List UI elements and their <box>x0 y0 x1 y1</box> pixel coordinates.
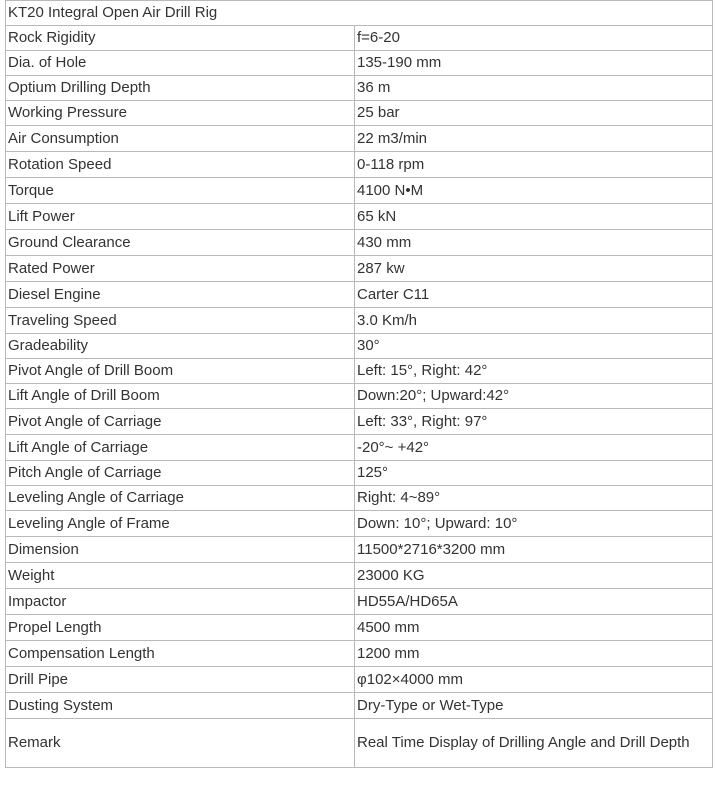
spec-value: 23000 KG <box>355 563 713 589</box>
table-row <box>6 282 713 308</box>
spec-value: 125° <box>355 461 713 486</box>
table-row <box>6 667 713 693</box>
table-row <box>6 693 713 719</box>
table-row <box>6 308 713 334</box>
spec-label: Torque <box>6 178 355 204</box>
spec-label: Pitch Angle of Carriage <box>6 461 355 486</box>
spec-value: 3.0 Km/h <box>355 308 713 334</box>
spec-label: Weight <box>6 563 355 589</box>
spec-value: 287 kw <box>355 256 713 282</box>
table-row <box>6 563 713 589</box>
spec-value: 430 mm <box>355 230 713 256</box>
spec-label: Pivot Angle of Carriage <box>6 409 355 435</box>
table-row <box>6 51 713 76</box>
spec-value: φ102×4000 mm <box>355 667 713 693</box>
table-row <box>6 537 713 563</box>
table-row <box>6 359 713 384</box>
spec-label: Optium Drilling Depth <box>6 76 355 101</box>
table-row <box>6 178 713 204</box>
spec-value: 65 kN <box>355 204 713 230</box>
spec-label: Lift Power <box>6 204 355 230</box>
spec-label: Remark <box>6 719 355 768</box>
table-row <box>6 126 713 152</box>
spec-value: 11500*2716*3200 mm <box>355 537 713 563</box>
table-row <box>6 152 713 178</box>
table-row <box>6 641 713 667</box>
spec-label: Working Pressure <box>6 101 355 126</box>
spec-table-body <box>6 1 713 768</box>
table-row <box>6 101 713 126</box>
spec-label: Dusting System <box>6 693 355 719</box>
table-row <box>6 589 713 615</box>
spec-value: Down: 10°; Upward: 10° <box>355 511 713 537</box>
spec-label: Rotation Speed <box>6 152 355 178</box>
table-row <box>6 334 713 359</box>
spec-label: Lift Angle of Carriage <box>6 435 355 461</box>
spec-label: Gradeability <box>6 334 355 359</box>
spec-label: Diesel Engine <box>6 282 355 308</box>
spec-value: 0-118 rpm <box>355 152 713 178</box>
spec-label: Impactor <box>6 589 355 615</box>
spec-label: Rated Power <box>6 256 355 282</box>
spec-value: 36 m <box>355 76 713 101</box>
spec-label: Rock Rigidity <box>6 26 355 51</box>
spec-label: Leveling Angle of Frame <box>6 511 355 537</box>
spec-label: Lift Angle of Drill Boom <box>6 384 355 409</box>
table-title-row <box>6 1 713 26</box>
table-row <box>6 409 713 435</box>
spec-label: Drill Pipe <box>6 667 355 693</box>
table-row <box>6 511 713 537</box>
spec-value: Dry-Type or Wet-Type <box>355 693 713 719</box>
spec-value: 4500 mm <box>355 615 713 641</box>
spec-value: HD55A/HD65A <box>355 589 713 615</box>
spec-label: Ground Clearance <box>6 230 355 256</box>
table-row <box>6 26 713 51</box>
spec-value: 30° <box>355 334 713 359</box>
spec-value: -20°~ +42° <box>355 435 713 461</box>
spec-label: Leveling Angle of Carriage <box>6 486 355 511</box>
spec-label: Pivot Angle of Drill Boom <box>6 359 355 384</box>
table-row <box>6 461 713 486</box>
spec-label: Dia. of Hole <box>6 51 355 76</box>
table-row <box>6 76 713 101</box>
table-row <box>6 486 713 511</box>
table-row <box>6 615 713 641</box>
spec-value: 4100 N•M <box>355 178 713 204</box>
spec-label: Propel Length <box>6 615 355 641</box>
spec-value: Right: 4~89° <box>355 486 713 511</box>
table-row <box>6 435 713 461</box>
table-row <box>6 256 713 282</box>
spec-label: Traveling Speed <box>6 308 355 334</box>
spec-label: Air Consumption <box>6 126 355 152</box>
spec-label: Dimension <box>6 537 355 563</box>
spec-value: 25 bar <box>355 101 713 126</box>
spec-value: Carter C11 <box>355 282 713 308</box>
table-title: KT20 Integral Open Air Drill Rig <box>6 1 713 26</box>
spec-value: Down:20°; Upward:42° <box>355 384 713 409</box>
spec-value: Real Time Display of Drilling Angle and Drill Depth <box>355 719 713 768</box>
spec-value: f=6-20 <box>355 26 713 51</box>
spec-value: 1200 mm <box>355 641 713 667</box>
spec-value: 135-190 mm <box>355 51 713 76</box>
spec-table <box>5 0 713 768</box>
spec-value: 22 m3/min <box>355 126 713 152</box>
table-row <box>6 719 713 768</box>
spec-label: Compensation Length <box>6 641 355 667</box>
spec-value: Left: 33°, Right: 97° <box>355 409 713 435</box>
table-row <box>6 230 713 256</box>
spec-value: Left: 15°, Right: 42° <box>355 359 713 384</box>
table-row <box>6 204 713 230</box>
table-row <box>6 384 713 409</box>
